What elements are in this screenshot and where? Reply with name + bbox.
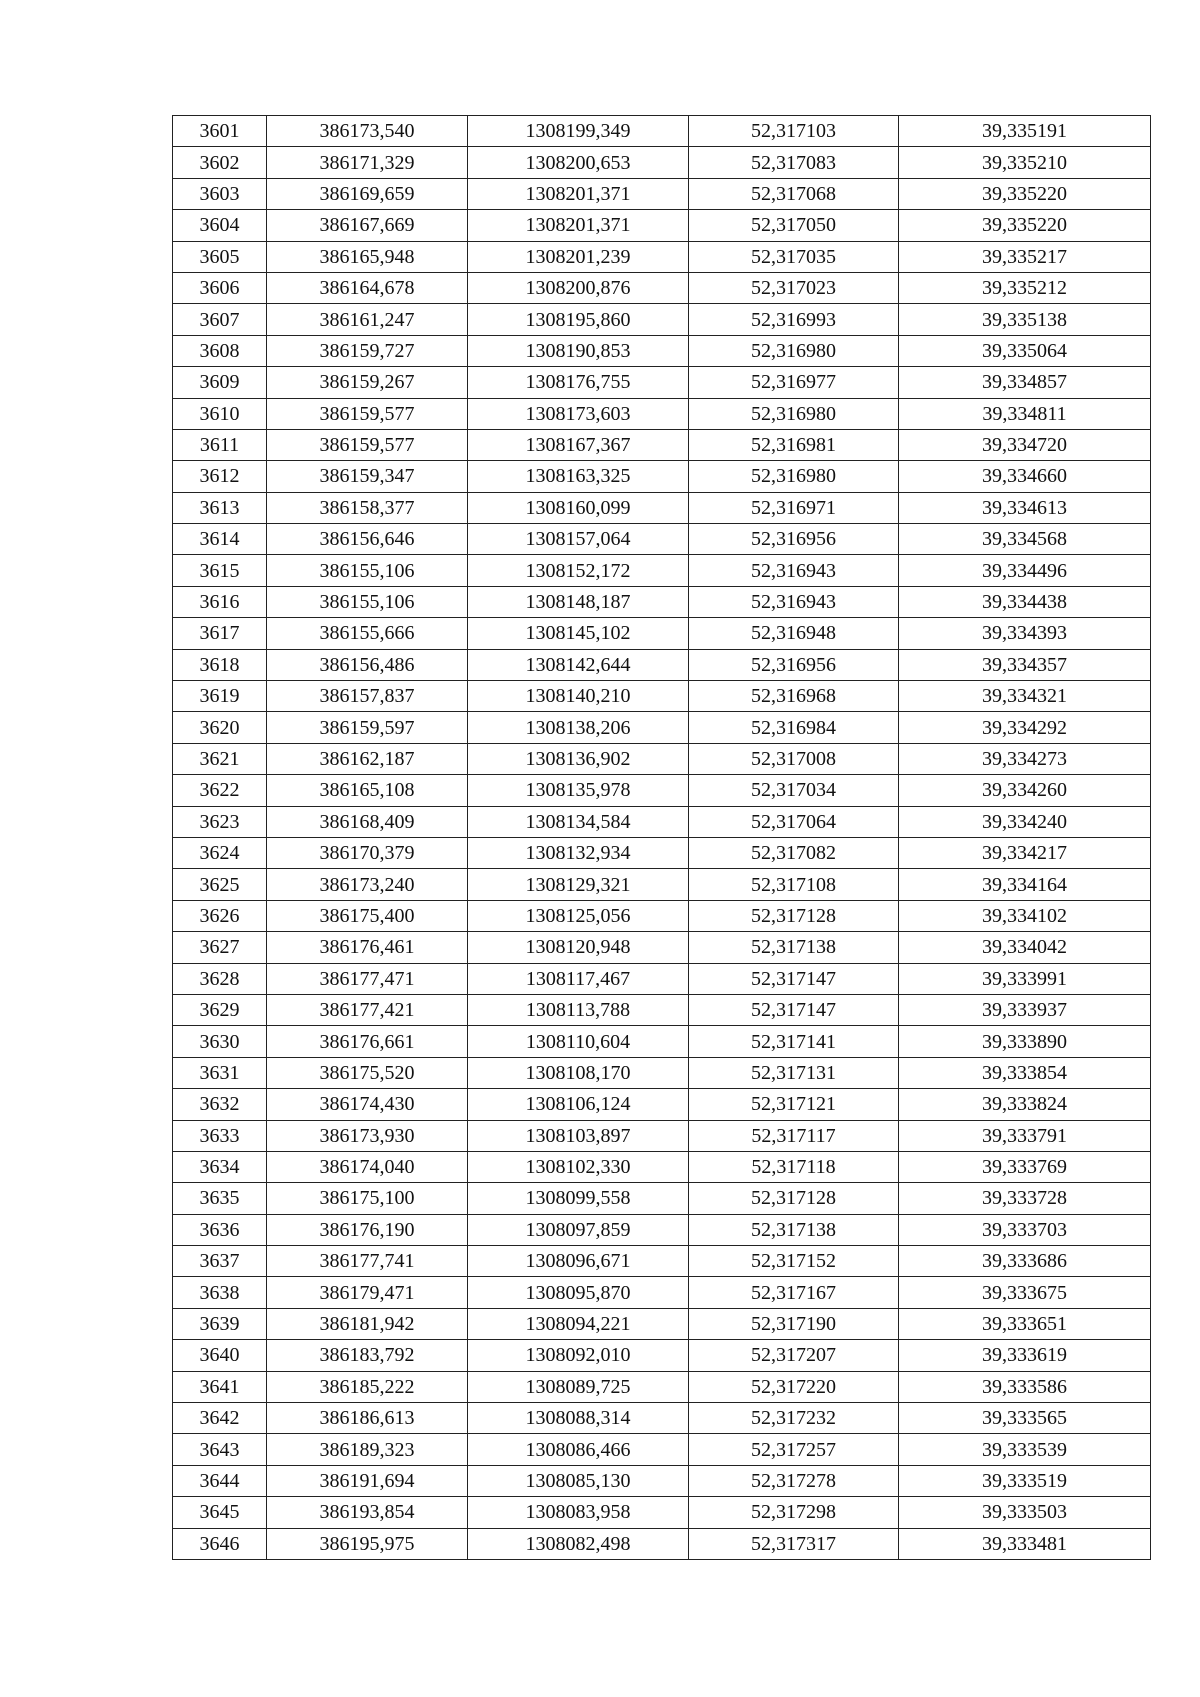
x-coordinate-cell: 386159,347 [267,461,468,492]
table-row [173,869,1151,900]
y-coordinate-cell: 1308125,056 [468,900,689,931]
x-coordinate-cell: 386183,792 [267,1340,468,1371]
x-coordinate-cell: 386176,661 [267,1026,468,1057]
x-coordinate-cell: 386173,930 [267,1120,468,1151]
y-coordinate-cell: 1308103,897 [468,1120,689,1151]
table-row [173,492,1151,523]
longitude-cell: 39,333675 [899,1277,1151,1308]
point-number-cell: 3625 [173,869,267,900]
point-number-cell: 3602 [173,147,267,178]
y-coordinate-cell: 1308136,902 [468,743,689,774]
table-row [173,1246,1151,1277]
latitude-cell: 52,316948 [689,618,899,649]
x-coordinate-cell: 386159,727 [267,335,468,366]
longitude-cell: 39,334292 [899,712,1151,743]
latitude-cell: 52,317257 [689,1434,899,1465]
point-number-cell: 3607 [173,304,267,335]
table-row [173,1089,1151,1120]
table-row [173,210,1151,241]
latitude-cell: 52,317207 [689,1340,899,1371]
point-number-cell: 3604 [173,210,267,241]
table-row [173,1277,1151,1308]
point-number-cell: 3618 [173,649,267,680]
latitude-cell: 52,317220 [689,1371,899,1402]
longitude-cell: 39,333728 [899,1183,1151,1214]
latitude-cell: 52,316980 [689,398,899,429]
longitude-cell: 39,335217 [899,241,1151,272]
latitude-cell: 52,317103 [689,116,899,147]
latitude-cell: 52,317278 [689,1465,899,1496]
longitude-cell: 39,334240 [899,806,1151,837]
latitude-cell: 52,317117 [689,1120,899,1151]
table-row [173,1528,1151,1559]
y-coordinate-cell: 1308199,349 [468,116,689,147]
longitude-cell: 39,333937 [899,994,1151,1025]
y-coordinate-cell: 1308134,584 [468,806,689,837]
longitude-cell: 39,334393 [899,618,1151,649]
longitude-cell: 39,335220 [899,178,1151,209]
latitude-cell: 52,317121 [689,1089,899,1120]
x-coordinate-cell: 386161,247 [267,304,468,335]
y-coordinate-cell: 1308099,558 [468,1183,689,1214]
x-coordinate-cell: 386193,854 [267,1497,468,1528]
table-row [173,900,1151,931]
latitude-cell: 52,316984 [689,712,899,743]
point-number-cell: 3629 [173,994,267,1025]
longitude-cell: 39,333824 [899,1089,1151,1120]
x-coordinate-cell: 386181,942 [267,1308,468,1339]
latitude-cell: 52,317141 [689,1026,899,1057]
table-row [173,994,1151,1025]
x-coordinate-cell: 386185,222 [267,1371,468,1402]
point-number-cell: 3622 [173,775,267,806]
latitude-cell: 52,317138 [689,932,899,963]
latitude-cell: 52,316943 [689,555,899,586]
latitude-cell: 52,316956 [689,524,899,555]
latitude-cell: 52,317138 [689,1214,899,1245]
y-coordinate-cell: 1308138,206 [468,712,689,743]
point-number-cell: 3619 [173,681,267,712]
point-number-cell: 3616 [173,586,267,617]
y-coordinate-cell: 1308096,671 [468,1246,689,1277]
point-number-cell: 3624 [173,837,267,868]
longitude-cell: 39,333565 [899,1403,1151,1434]
table-row [173,1403,1151,1434]
x-coordinate-cell: 386159,597 [267,712,468,743]
longitude-cell: 39,333481 [899,1528,1151,1559]
longitude-cell: 39,333769 [899,1151,1151,1182]
point-number-cell: 3617 [173,618,267,649]
y-coordinate-cell: 1308097,859 [468,1214,689,1245]
longitude-cell: 39,334613 [899,492,1151,523]
point-number-cell: 3606 [173,272,267,303]
y-coordinate-cell: 1308163,325 [468,461,689,492]
point-number-cell: 3636 [173,1214,267,1245]
latitude-cell: 52,317131 [689,1057,899,1088]
point-number-cell: 3609 [173,367,267,398]
x-coordinate-cell: 386170,379 [267,837,468,868]
point-number-cell: 3635 [173,1183,267,1214]
x-coordinate-cell: 386174,430 [267,1089,468,1120]
latitude-cell: 52,316980 [689,461,899,492]
y-coordinate-cell: 1308157,064 [468,524,689,555]
x-coordinate-cell: 386175,100 [267,1183,468,1214]
x-coordinate-cell: 386176,190 [267,1214,468,1245]
point-number-cell: 3644 [173,1465,267,1496]
table-row [173,524,1151,555]
y-coordinate-cell: 1308117,467 [468,963,689,994]
table-row [173,806,1151,837]
latitude-cell: 52,316943 [689,586,899,617]
x-coordinate-cell: 386155,106 [267,555,468,586]
table-row [173,1340,1151,1371]
x-coordinate-cell: 386169,659 [267,178,468,209]
point-number-cell: 3632 [173,1089,267,1120]
x-coordinate-cell: 386177,471 [267,963,468,994]
point-number-cell: 3640 [173,1340,267,1371]
y-coordinate-cell: 1308142,644 [468,649,689,680]
longitude-cell: 39,335138 [899,304,1151,335]
point-number-cell: 3638 [173,1277,267,1308]
x-coordinate-cell: 386159,577 [267,429,468,460]
x-coordinate-cell: 386157,837 [267,681,468,712]
table-row [173,586,1151,617]
x-coordinate-cell: 386176,461 [267,932,468,963]
y-coordinate-cell: 1308135,978 [468,775,689,806]
y-coordinate-cell: 1308201,371 [468,210,689,241]
point-number-cell: 3614 [173,524,267,555]
longitude-cell: 39,334568 [899,524,1151,555]
y-coordinate-cell: 1308200,876 [468,272,689,303]
y-coordinate-cell: 1308167,367 [468,429,689,460]
x-coordinate-cell: 386162,187 [267,743,468,774]
table-row [173,681,1151,712]
longitude-cell: 39,334164 [899,869,1151,900]
table-row [173,304,1151,335]
latitude-cell: 52,317128 [689,900,899,931]
table-row [173,743,1151,774]
point-number-cell: 3641 [173,1371,267,1402]
latitude-cell: 52,317034 [689,775,899,806]
longitude-cell: 39,335064 [899,335,1151,366]
x-coordinate-cell: 386174,040 [267,1151,468,1182]
y-coordinate-cell: 1308145,102 [468,618,689,649]
longitude-cell: 39,333791 [899,1120,1151,1151]
latitude-cell: 52,317147 [689,994,899,1025]
longitude-cell: 39,334042 [899,932,1151,963]
longitude-cell: 39,335220 [899,210,1151,241]
latitude-cell: 52,317083 [689,147,899,178]
point-number-cell: 3612 [173,461,267,492]
y-coordinate-cell: 1308108,170 [468,1057,689,1088]
y-coordinate-cell: 1308120,948 [468,932,689,963]
x-coordinate-cell: 386155,666 [267,618,468,649]
x-coordinate-cell: 386159,577 [267,398,468,429]
table-row [173,1371,1151,1402]
table-row [173,1214,1151,1245]
point-number-cell: 3623 [173,806,267,837]
longitude-cell: 39,334660 [899,461,1151,492]
y-coordinate-cell: 1308200,653 [468,147,689,178]
longitude-cell: 39,334720 [899,429,1151,460]
table-row [173,1151,1151,1182]
y-coordinate-cell: 1308152,172 [468,555,689,586]
point-number-cell: 3608 [173,335,267,366]
latitude-cell: 52,317152 [689,1246,899,1277]
y-coordinate-cell: 1308086,466 [468,1434,689,1465]
longitude-cell: 39,334857 [899,367,1151,398]
latitude-cell: 52,317128 [689,1183,899,1214]
latitude-cell: 52,317118 [689,1151,899,1182]
table-row [173,398,1151,429]
table-row [173,1183,1151,1214]
point-number-cell: 3637 [173,1246,267,1277]
point-number-cell: 3605 [173,241,267,272]
x-coordinate-cell: 386189,323 [267,1434,468,1465]
latitude-cell: 52,317147 [689,963,899,994]
latitude-cell: 52,316956 [689,649,899,680]
point-number-cell: 3633 [173,1120,267,1151]
table-row [173,712,1151,743]
latitude-cell: 52,316968 [689,681,899,712]
table-row [173,1026,1151,1057]
point-number-cell: 3639 [173,1308,267,1339]
table-row [173,272,1151,303]
y-coordinate-cell: 1308092,010 [468,1340,689,1371]
x-coordinate-cell: 386165,948 [267,241,468,272]
table-row [173,241,1151,272]
longitude-cell: 39,333503 [899,1497,1151,1528]
x-coordinate-cell: 386156,646 [267,524,468,555]
latitude-cell: 52,317035 [689,241,899,272]
point-number-cell: 3620 [173,712,267,743]
y-coordinate-cell: 1308094,221 [468,1308,689,1339]
y-coordinate-cell: 1308106,124 [468,1089,689,1120]
y-coordinate-cell: 1308113,788 [468,994,689,1025]
longitude-cell: 39,335212 [899,272,1151,303]
latitude-cell: 52,316993 [689,304,899,335]
point-number-cell: 3645 [173,1497,267,1528]
x-coordinate-cell: 386195,975 [267,1528,468,1559]
longitude-cell: 39,335210 [899,147,1151,178]
x-coordinate-cell: 386173,240 [267,869,468,900]
table-row [173,178,1151,209]
y-coordinate-cell: 1308201,239 [468,241,689,272]
point-number-cell: 3628 [173,963,267,994]
latitude-cell: 52,317008 [689,743,899,774]
longitude-cell: 39,334357 [899,649,1151,680]
point-number-cell: 3626 [173,900,267,931]
table-row [173,461,1151,492]
latitude-cell: 52,317068 [689,178,899,209]
table-row [173,1497,1151,1528]
y-coordinate-cell: 1308201,371 [468,178,689,209]
y-coordinate-cell: 1308160,099 [468,492,689,523]
x-coordinate-cell: 386167,669 [267,210,468,241]
longitude-cell: 39,333519 [899,1465,1151,1496]
table-row [173,335,1151,366]
y-coordinate-cell: 1308083,958 [468,1497,689,1528]
latitude-cell: 52,317082 [689,837,899,868]
point-number-cell: 3601 [173,116,267,147]
latitude-cell: 52,317023 [689,272,899,303]
longitude-cell: 39,333991 [899,963,1151,994]
table-row [173,1434,1151,1465]
x-coordinate-cell: 386177,421 [267,994,468,1025]
table-row [173,837,1151,868]
y-coordinate-cell: 1308085,130 [468,1465,689,1496]
x-coordinate-cell: 386191,694 [267,1465,468,1496]
x-coordinate-cell: 386175,520 [267,1057,468,1088]
longitude-cell: 39,334217 [899,837,1151,868]
x-coordinate-cell: 386175,400 [267,900,468,931]
table-row [173,775,1151,806]
longitude-cell: 39,334102 [899,900,1151,931]
latitude-cell: 52,317317 [689,1528,899,1559]
x-coordinate-cell: 386173,540 [267,116,468,147]
table-row [173,147,1151,178]
x-coordinate-cell: 386177,741 [267,1246,468,1277]
x-coordinate-cell: 386186,613 [267,1403,468,1434]
table-row [173,932,1151,963]
y-coordinate-cell: 1308110,604 [468,1026,689,1057]
table-row [173,1057,1151,1088]
table-row [173,116,1151,147]
x-coordinate-cell: 386155,106 [267,586,468,617]
point-number-cell: 3643 [173,1434,267,1465]
y-coordinate-cell: 1308148,187 [468,586,689,617]
y-coordinate-cell: 1308176,755 [468,367,689,398]
longitude-cell: 39,334321 [899,681,1151,712]
latitude-cell: 52,317064 [689,806,899,837]
longitude-cell: 39,334811 [899,398,1151,429]
longitude-cell: 39,333651 [899,1308,1151,1339]
point-number-cell: 3610 [173,398,267,429]
y-coordinate-cell: 1308173,603 [468,398,689,429]
table-row [173,1465,1151,1496]
table-row [173,429,1151,460]
table-row [173,555,1151,586]
latitude-cell: 52,316971 [689,492,899,523]
point-number-cell: 3630 [173,1026,267,1057]
point-number-cell: 3615 [173,555,267,586]
longitude-cell: 39,333619 [899,1340,1151,1371]
y-coordinate-cell: 1308095,870 [468,1277,689,1308]
table-row [173,1120,1151,1151]
point-number-cell: 3603 [173,178,267,209]
longitude-cell: 39,333539 [899,1434,1151,1465]
y-coordinate-cell: 1308132,934 [468,837,689,868]
x-coordinate-cell: 386179,471 [267,1277,468,1308]
table-row [173,1308,1151,1339]
y-coordinate-cell: 1308102,330 [468,1151,689,1182]
latitude-cell: 52,317108 [689,869,899,900]
point-number-cell: 3613 [173,492,267,523]
x-coordinate-cell: 386159,267 [267,367,468,398]
point-number-cell: 3627 [173,932,267,963]
table-row [173,649,1151,680]
longitude-cell: 39,334496 [899,555,1151,586]
latitude-cell: 52,316981 [689,429,899,460]
longitude-cell: 39,333703 [899,1214,1151,1245]
y-coordinate-cell: 1308129,321 [468,869,689,900]
coordinates-table-body [173,116,1151,1560]
latitude-cell: 52,317050 [689,210,899,241]
longitude-cell: 39,334438 [899,586,1151,617]
coordinates-table [172,115,1151,1560]
latitude-cell: 52,317190 [689,1308,899,1339]
x-coordinate-cell: 386171,329 [267,147,468,178]
latitude-cell: 52,316980 [689,335,899,366]
table-row [173,367,1151,398]
x-coordinate-cell: 386158,377 [267,492,468,523]
x-coordinate-cell: 386168,409 [267,806,468,837]
y-coordinate-cell: 1308195,860 [468,304,689,335]
y-coordinate-cell: 1308082,498 [468,1528,689,1559]
latitude-cell: 52,317167 [689,1277,899,1308]
y-coordinate-cell: 1308088,314 [468,1403,689,1434]
y-coordinate-cell: 1308190,853 [468,335,689,366]
point-number-cell: 3646 [173,1528,267,1559]
table-row [173,963,1151,994]
point-number-cell: 3634 [173,1151,267,1182]
longitude-cell: 39,335191 [899,116,1151,147]
y-coordinate-cell: 1308089,725 [468,1371,689,1402]
longitude-cell: 39,333890 [899,1026,1151,1057]
longitude-cell: 39,334273 [899,743,1151,774]
point-number-cell: 3611 [173,429,267,460]
table-row [173,618,1151,649]
point-number-cell: 3621 [173,743,267,774]
longitude-cell: 39,334260 [899,775,1151,806]
point-number-cell: 3631 [173,1057,267,1088]
longitude-cell: 39,333586 [899,1371,1151,1402]
point-number-cell: 3642 [173,1403,267,1434]
x-coordinate-cell: 386156,486 [267,649,468,680]
y-coordinate-cell: 1308140,210 [468,681,689,712]
latitude-cell: 52,316977 [689,367,899,398]
x-coordinate-cell: 386164,678 [267,272,468,303]
x-coordinate-cell: 386165,108 [267,775,468,806]
latitude-cell: 52,317232 [689,1403,899,1434]
longitude-cell: 39,333854 [899,1057,1151,1088]
longitude-cell: 39,333686 [899,1246,1151,1277]
latitude-cell: 52,317298 [689,1497,899,1528]
